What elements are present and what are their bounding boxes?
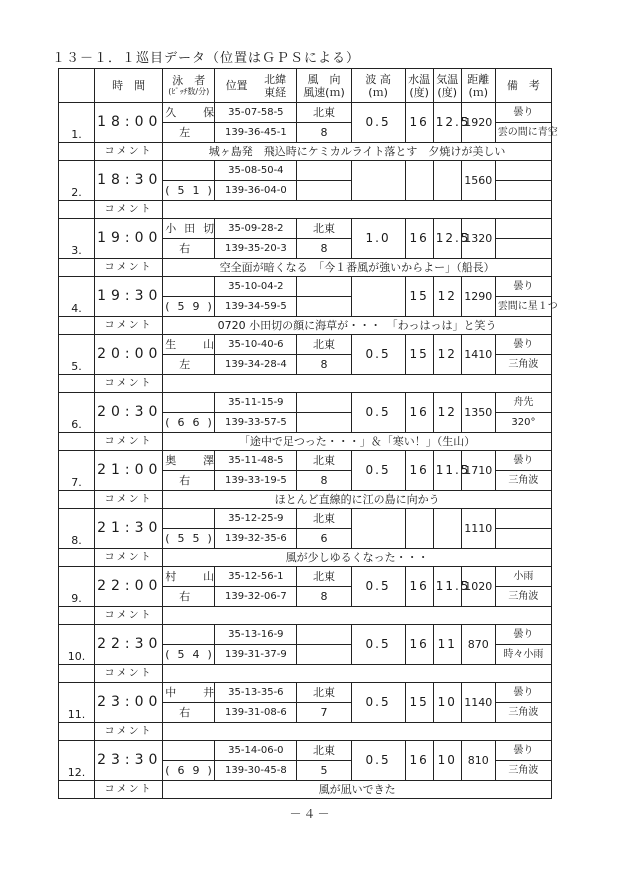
wind-speed-cell bbox=[297, 645, 351, 665]
water-temp-cell: 16 bbox=[405, 393, 433, 433]
header-dist-label: 距離 bbox=[467, 72, 490, 86]
comment-row bbox=[59, 259, 552, 277]
time-cell: 22:30 bbox=[95, 625, 163, 665]
comment-label: コメント bbox=[95, 375, 163, 393]
comment-text bbox=[163, 665, 552, 683]
swimmer-cell: 村 山 bbox=[163, 567, 215, 587]
pitch-cell: 右 bbox=[163, 239, 215, 259]
lat-cell: 35-07-58-5 bbox=[215, 103, 297, 123]
swimmer-cell: 中 井 bbox=[163, 683, 215, 703]
lat-cell: 35-09-28-2 bbox=[215, 219, 297, 239]
header-water-label: 水温 bbox=[408, 72, 431, 86]
header-lon-label: 東経 bbox=[264, 85, 287, 99]
water-temp-cell: 15 bbox=[405, 277, 433, 317]
distance-cell: 1920 bbox=[461, 103, 495, 143]
lat-cell: 35-10-40-6 bbox=[215, 335, 297, 355]
swimmer-cell: 奥 澤 bbox=[163, 451, 215, 471]
comment-label: コメント bbox=[95, 201, 163, 219]
lon-cell: 139-31-37-9 bbox=[215, 645, 297, 665]
table-row bbox=[59, 741, 552, 761]
row-number: 11. bbox=[59, 683, 95, 723]
wind-dir-cell bbox=[297, 161, 351, 181]
wind-dir-cell bbox=[297, 393, 351, 413]
distance-cell: 1140 bbox=[461, 683, 495, 723]
distance-cell: 1020 bbox=[461, 567, 495, 607]
wind-dir-cell: 北東 bbox=[297, 567, 351, 587]
header-wind-dir: 風 向 bbox=[307, 72, 341, 86]
header-water-unit: (度) bbox=[409, 85, 429, 99]
comment-label: コメント bbox=[95, 433, 163, 451]
note-sea-cell: 三角波 bbox=[495, 703, 551, 723]
comment-row bbox=[59, 781, 552, 799]
distance-cell: 1110 bbox=[461, 509, 495, 549]
distance-cell: 1350 bbox=[461, 393, 495, 433]
comment-label: コメント bbox=[95, 259, 163, 277]
comment-row bbox=[59, 375, 552, 393]
lon-cell: 139-34-59-5 bbox=[215, 297, 297, 317]
comment-text: 風が凪いできた bbox=[163, 781, 552, 799]
comment-label: コメント bbox=[95, 143, 163, 161]
comment-row bbox=[59, 201, 552, 219]
swimmer-cell: 小田切 bbox=[163, 219, 215, 239]
header-wind-speed: 風速(ｍ) bbox=[303, 85, 345, 99]
header-wave-label: 波 高 bbox=[365, 72, 391, 86]
swimmer-cell bbox=[163, 741, 215, 761]
lat-cell: 35-11-15-9 bbox=[215, 393, 297, 413]
pitch-cell: (59) bbox=[163, 297, 215, 317]
air-temp-cell: 12 bbox=[433, 335, 461, 375]
time-cell: 18:30 bbox=[95, 161, 163, 201]
wind-speed-cell: 8 bbox=[297, 471, 351, 491]
header-position bbox=[215, 69, 297, 103]
note-weather-cell: 曇り bbox=[495, 683, 551, 703]
comment-row bbox=[59, 433, 552, 451]
table-row bbox=[59, 683, 552, 703]
header-wave bbox=[351, 69, 405, 103]
page-number: －４－ bbox=[289, 807, 332, 821]
note-weather-cell: 曇り bbox=[495, 335, 551, 355]
lat-cell: 35-10-04-2 bbox=[215, 277, 297, 297]
wind-speed-cell: 8 bbox=[297, 355, 351, 375]
lon-cell: 139-32-35-6 bbox=[215, 529, 297, 549]
comment-spacer bbox=[59, 723, 95, 741]
air-temp-cell: 11.5 bbox=[433, 567, 461, 607]
water-temp-cell: 15 bbox=[405, 335, 433, 375]
comment-row bbox=[59, 607, 552, 625]
time-cell: 19:30 bbox=[95, 277, 163, 317]
lat-cell: 35-13-35-6 bbox=[215, 683, 297, 703]
air-temp-cell: 11 bbox=[433, 625, 461, 665]
pitch-cell: (51) bbox=[163, 181, 215, 201]
lat-cell: 35-12-56-1 bbox=[215, 567, 297, 587]
pitch-cell: 右 bbox=[163, 587, 215, 607]
note-sea-cell bbox=[495, 181, 551, 201]
distance-cell: 810 bbox=[461, 741, 495, 781]
lat-cell: 35-14-06-0 bbox=[215, 741, 297, 761]
table-row bbox=[59, 219, 552, 239]
lat-cell: 35-13-16-9 bbox=[215, 625, 297, 645]
pitch-cell: 左 bbox=[163, 123, 215, 143]
table-row bbox=[59, 625, 552, 645]
table-row bbox=[59, 277, 552, 297]
note-sea-cell: 雲間に星１つ bbox=[495, 297, 551, 317]
time-cell: 21:30 bbox=[95, 509, 163, 549]
wave-cell: 0.5 bbox=[351, 103, 405, 143]
note-sea-cell: 雲の間に青空 bbox=[495, 123, 551, 143]
header-air-unit: (度) bbox=[437, 85, 458, 99]
comment-spacer bbox=[59, 781, 95, 799]
note-weather-cell: 曇り bbox=[495, 277, 551, 297]
time-cell: 23:30 bbox=[95, 741, 163, 781]
comment-spacer bbox=[59, 143, 95, 161]
comment-text bbox=[163, 201, 552, 219]
time-cell: 20:30 bbox=[95, 393, 163, 433]
pitch-cell: 左 bbox=[163, 355, 215, 375]
comment-row bbox=[59, 143, 552, 161]
comment-spacer bbox=[59, 491, 95, 509]
table-row bbox=[59, 161, 552, 181]
pitch-cell: (69) bbox=[163, 761, 215, 781]
comment-label: コメント bbox=[95, 549, 163, 567]
header-air-label: 気温 bbox=[436, 72, 459, 86]
comment-text bbox=[163, 607, 552, 625]
wind-dir-cell: 北東 bbox=[297, 451, 351, 471]
note-sea-cell bbox=[495, 529, 551, 549]
water-temp-cell: 16 bbox=[405, 103, 433, 143]
note-weather-cell: 曇り bbox=[495, 741, 551, 761]
water-temp-cell: 16 bbox=[405, 567, 433, 607]
wave-cell: 1.0 bbox=[351, 219, 405, 259]
header-time: 時 間 bbox=[95, 69, 163, 103]
header-dist-unit: (ｍ) bbox=[468, 85, 489, 99]
comment-row bbox=[59, 549, 552, 567]
water-temp-cell: 16 bbox=[405, 625, 433, 665]
air-temp-cell: 10 bbox=[433, 683, 461, 723]
note-weather-cell bbox=[495, 219, 551, 239]
pitch-cell: 右 bbox=[163, 471, 215, 491]
note-weather-cell: 小雨 bbox=[495, 567, 551, 587]
lon-cell: 139-35-20-3 bbox=[215, 239, 297, 259]
lon-cell: 139-36-04-0 bbox=[215, 181, 297, 201]
header-lat-label: 北緯 bbox=[264, 72, 287, 86]
note-weather-cell: 舟先 bbox=[495, 393, 551, 413]
swimmer-cell bbox=[163, 509, 215, 529]
wave-cell bbox=[351, 509, 405, 549]
wind-speed-cell: 5 bbox=[297, 761, 351, 781]
air-temp-cell bbox=[433, 161, 461, 201]
lon-cell: 139-33-57-5 bbox=[215, 413, 297, 433]
air-temp-cell: 11.5 bbox=[433, 451, 461, 491]
lat-cell: 35-11-48-5 bbox=[215, 451, 297, 471]
header-wind bbox=[297, 69, 351, 103]
comment-label: コメント bbox=[95, 723, 163, 741]
water-temp-cell: 16 bbox=[405, 219, 433, 259]
row-number: 2. bbox=[59, 161, 95, 201]
note-weather-cell bbox=[495, 161, 551, 181]
wave-cell bbox=[351, 161, 405, 201]
table-row bbox=[59, 393, 552, 413]
comment-spacer bbox=[59, 665, 95, 683]
row-number: 1. bbox=[59, 103, 95, 143]
note-sea-cell: 三角波 bbox=[495, 587, 551, 607]
header-water-temp bbox=[405, 69, 433, 103]
comment-spacer bbox=[59, 433, 95, 451]
row-number: 4. bbox=[59, 277, 95, 317]
wind-dir-cell: 北東 bbox=[297, 683, 351, 703]
row-number: 6. bbox=[59, 393, 95, 433]
header-wave-unit: (ｍ) bbox=[368, 85, 388, 99]
distance-cell: 1560 bbox=[461, 161, 495, 201]
comment-text: ほとんど直線的に江の島に向かう bbox=[163, 491, 552, 509]
lon-cell: 139-31-08-6 bbox=[215, 703, 297, 723]
swimmer-cell bbox=[163, 625, 215, 645]
row-number: 5. bbox=[59, 335, 95, 375]
header-distance bbox=[461, 69, 495, 103]
swim-log-table bbox=[58, 68, 558, 799]
air-temp-cell: 12.5 bbox=[433, 103, 461, 143]
table-row bbox=[59, 103, 552, 123]
time-cell: 23:00 bbox=[95, 683, 163, 723]
wind-speed-cell bbox=[297, 181, 351, 201]
header-pitch-label: (ﾋﾟｯﾁ数/分) bbox=[168, 87, 210, 96]
row-number: 7. bbox=[59, 451, 95, 491]
distance-cell: 1320 bbox=[461, 219, 495, 259]
pitch-cell: 右 bbox=[163, 703, 215, 723]
air-temp-cell: 12 bbox=[433, 277, 461, 317]
air-temp-cell: 12 bbox=[433, 393, 461, 433]
pitch-cell: (54) bbox=[163, 645, 215, 665]
row-number: 8. bbox=[59, 509, 95, 549]
header-air-temp bbox=[433, 69, 461, 103]
note-sea-cell: 時々小雨 bbox=[495, 645, 551, 665]
comment-label: コメント bbox=[95, 607, 163, 625]
row-number: 9. bbox=[59, 567, 95, 607]
note-weather-cell: 曇り bbox=[495, 103, 551, 123]
lat-cell: 35-08-50-4 bbox=[215, 161, 297, 181]
wind-dir-cell: 北東 bbox=[297, 219, 351, 239]
header-no bbox=[59, 69, 95, 103]
water-temp-cell: 16 bbox=[405, 741, 433, 781]
pitch-cell: (55) bbox=[163, 529, 215, 549]
table-row bbox=[59, 509, 552, 529]
header-swimmer bbox=[163, 69, 215, 103]
swimmer-cell bbox=[163, 161, 215, 181]
swimmer-cell: 久 保 bbox=[163, 103, 215, 123]
comment-text: 空全面が暗くなる 「今１番風が強いからよー」（船長） bbox=[163, 259, 552, 277]
note-sea-cell bbox=[495, 239, 551, 259]
lat-cell: 35-12-25-9 bbox=[215, 509, 297, 529]
header-row bbox=[59, 69, 552, 103]
wave-cell: 0.5 bbox=[351, 451, 405, 491]
title-sub: （位置はＧＰＳによる） bbox=[206, 51, 361, 66]
header-swimmer-label: 泳 者 bbox=[172, 74, 206, 87]
time-cell: 19:00 bbox=[95, 219, 163, 259]
wave-cell: 0.5 bbox=[351, 335, 405, 375]
air-temp-cell: 10 bbox=[433, 741, 461, 781]
comment-spacer bbox=[59, 317, 95, 335]
swimmer-cell bbox=[163, 277, 215, 297]
note-weather-cell: 曇り bbox=[495, 625, 551, 645]
wave-cell: 0.5 bbox=[351, 393, 405, 433]
wind-speed-cell bbox=[297, 413, 351, 433]
pitch-cell: (66) bbox=[163, 413, 215, 433]
wind-dir-cell: 北東 bbox=[297, 741, 351, 761]
wind-speed-cell: 8 bbox=[297, 239, 351, 259]
note-weather-cell bbox=[495, 509, 551, 529]
comment-label: コメント bbox=[95, 781, 163, 799]
comment-row bbox=[59, 491, 552, 509]
wave-cell: 0.5 bbox=[351, 567, 405, 607]
distance-cell: 870 bbox=[461, 625, 495, 665]
time-cell: 18:00 bbox=[95, 103, 163, 143]
water-temp-cell: 16 bbox=[405, 451, 433, 491]
air-temp-cell bbox=[433, 509, 461, 549]
note-sea-cell: 三角波 bbox=[495, 355, 551, 375]
comment-label: コメント bbox=[95, 317, 163, 335]
comment-text bbox=[163, 375, 552, 393]
comment-spacer bbox=[59, 201, 95, 219]
wave-cell: 0.5 bbox=[351, 741, 405, 781]
wind-dir-cell bbox=[297, 625, 351, 645]
row-number: 3. bbox=[59, 219, 95, 259]
lon-cell: 139-33-19-5 bbox=[215, 471, 297, 491]
table-row bbox=[59, 451, 552, 471]
header-notes: 備 考 bbox=[495, 69, 551, 103]
table-row bbox=[59, 335, 552, 355]
row-number: 12. bbox=[59, 741, 95, 781]
wind-dir-cell: 北東 bbox=[297, 103, 351, 123]
time-cell: 20:00 bbox=[95, 335, 163, 375]
comment-text: 「途中で足つった・・・」＆「寒い！」（生山） bbox=[163, 433, 552, 451]
comment-spacer bbox=[59, 607, 95, 625]
comment-spacer bbox=[59, 375, 95, 393]
air-temp-cell: 12.5 bbox=[433, 219, 461, 259]
title-main: １３－１．１巡目データ bbox=[52, 51, 207, 66]
wave-cell: 0.5 bbox=[351, 625, 405, 665]
distance-cell: 1410 bbox=[461, 335, 495, 375]
wind-dir-cell: 北東 bbox=[297, 335, 351, 355]
table-row bbox=[59, 567, 552, 587]
comment-spacer bbox=[59, 549, 95, 567]
wind-speed-cell: 8 bbox=[297, 123, 351, 143]
comment-spacer bbox=[59, 259, 95, 277]
swimmer-cell: 生 山 bbox=[163, 335, 215, 355]
lon-cell: 139-30-45-8 bbox=[215, 761, 297, 781]
note-sea-cell: 三角波 bbox=[495, 761, 551, 781]
comment-text bbox=[163, 723, 552, 741]
header-position-label: 位置 bbox=[225, 79, 248, 92]
lon-cell: 139-32-06-7 bbox=[215, 587, 297, 607]
comment-text: 城ヶ島発 飛込時にケミカルライト落とす 夕焼けが美しい bbox=[163, 143, 552, 161]
comment-label: コメント bbox=[95, 665, 163, 683]
distance-cell: 1710 bbox=[461, 451, 495, 491]
lon-cell: 139-34-28-4 bbox=[215, 355, 297, 375]
note-weather-cell: 曇り bbox=[495, 451, 551, 471]
swimmer-cell bbox=[163, 393, 215, 413]
note-sea-cell: 320° bbox=[495, 413, 551, 433]
comment-row bbox=[59, 665, 552, 683]
wind-speed-cell: 8 bbox=[297, 587, 351, 607]
wind-speed-cell bbox=[297, 297, 351, 317]
water-temp-cell bbox=[405, 509, 433, 549]
page-title bbox=[52, 47, 360, 66]
wind-speed-cell: 6 bbox=[297, 529, 351, 549]
wind-dir-cell: 北東 bbox=[297, 509, 351, 529]
comment-text: 0720 小田切の顔に海草が・・・ 「わっはっは」と笑う bbox=[163, 317, 552, 335]
row-number: 10. bbox=[59, 625, 95, 665]
wind-speed-cell: 7 bbox=[297, 703, 351, 723]
wind-dir-cell bbox=[297, 277, 351, 297]
lon-cell: 139-36-45-1 bbox=[215, 123, 297, 143]
water-temp-cell: 15 bbox=[405, 683, 433, 723]
comment-label: コメント bbox=[95, 491, 163, 509]
time-cell: 21:00 bbox=[95, 451, 163, 491]
note-sea-cell: 三角波 bbox=[495, 471, 551, 491]
comment-row bbox=[59, 317, 552, 335]
comment-row bbox=[59, 723, 552, 741]
wave-cell bbox=[351, 277, 405, 317]
distance-cell: 1290 bbox=[461, 277, 495, 317]
wave-cell: 0.5 bbox=[351, 683, 405, 723]
water-temp-cell bbox=[405, 161, 433, 201]
time-cell: 22:00 bbox=[95, 567, 163, 607]
comment-text: 風が少しゆるくなった・・・ bbox=[163, 549, 552, 567]
